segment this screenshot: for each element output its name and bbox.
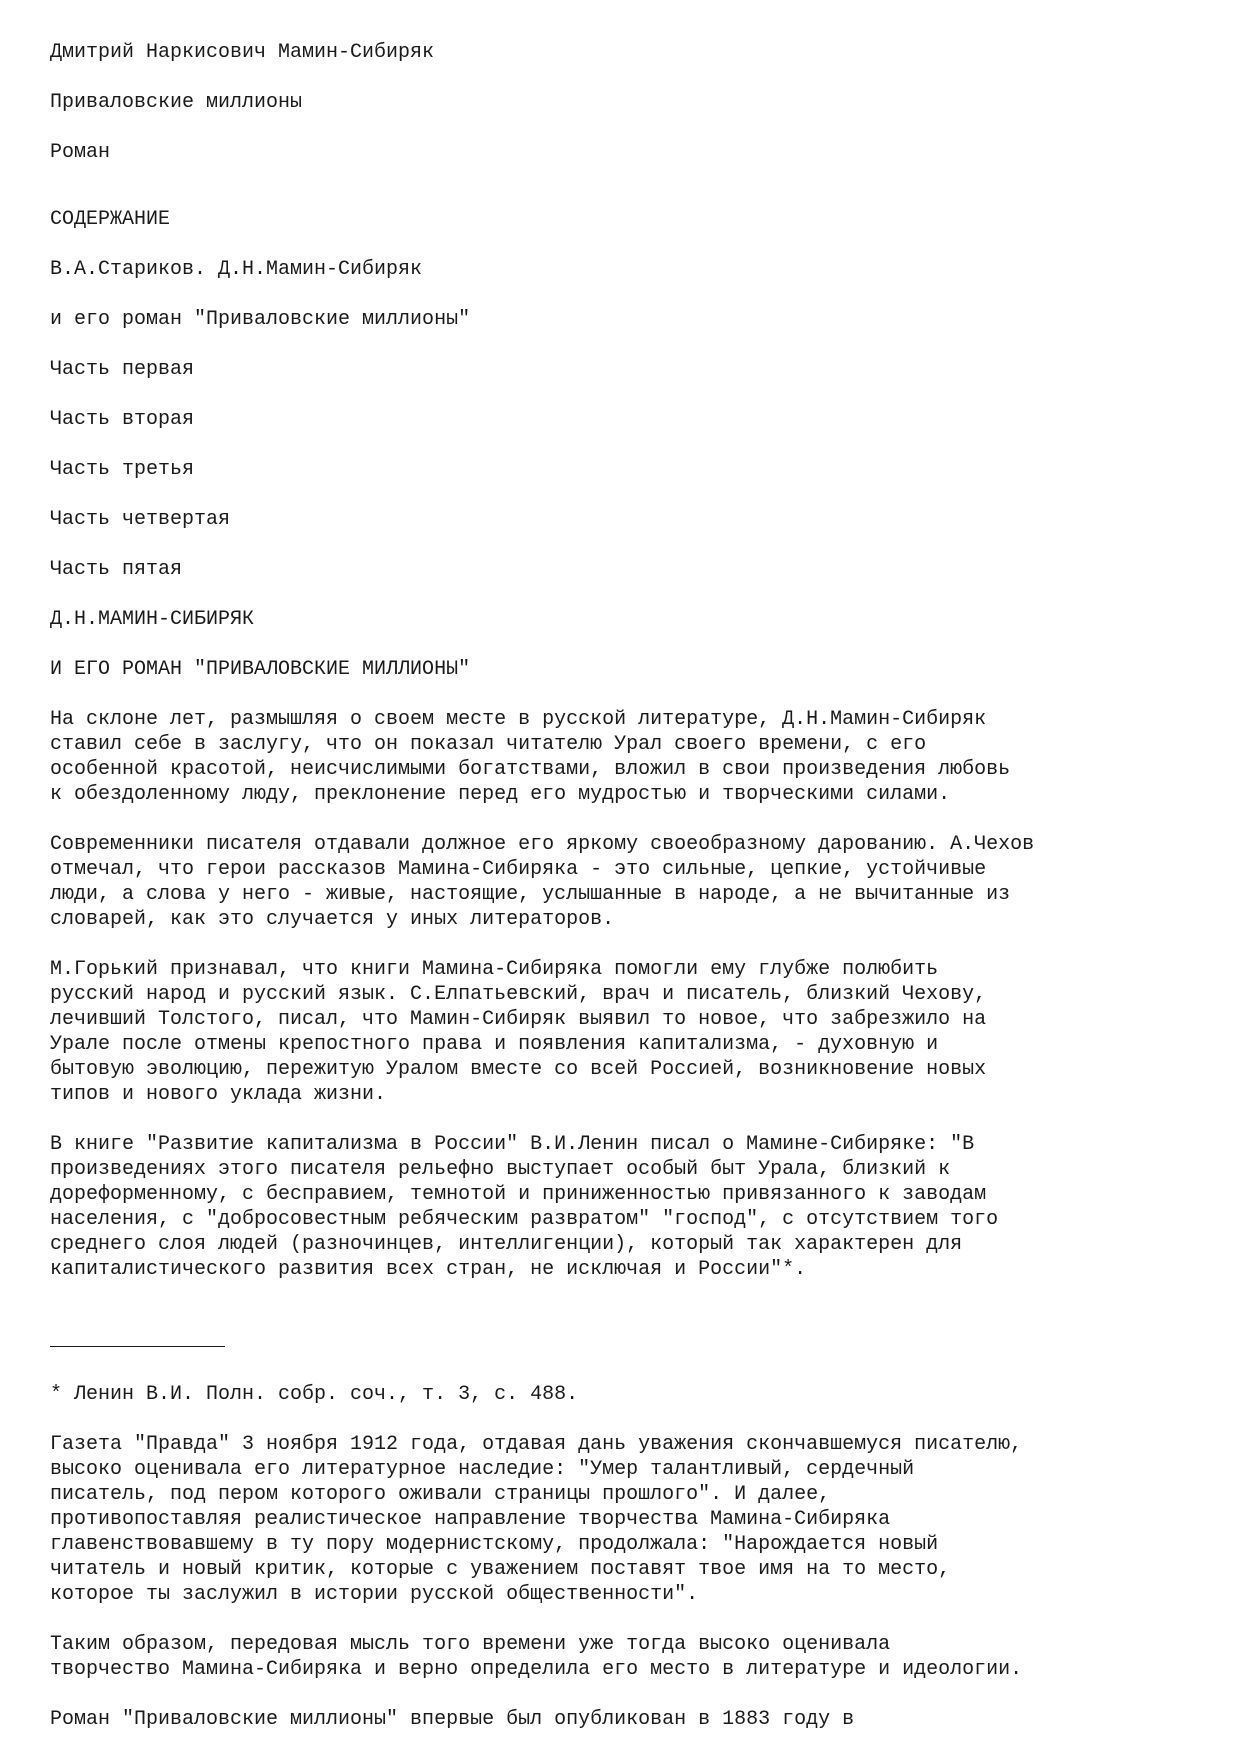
essay-body-continued [50,1432,1200,1732]
book-genre: Роман [50,141,111,164]
paragraph [50,1132,1200,1282]
contents-item: и его роман "Приваловские миллионы" [50,308,471,331]
paragraph-line: произведениях этого писателя рельефно выступает особый быт Урала, близкий к [50,1158,951,1181]
paragraph [50,1632,1200,1682]
paragraph-line: люди, а слова у него - живые, настоящие, услышанные в народе, а не вычитанные из [50,883,1011,906]
paragraph-line: населения, с "добросовестным ребяческим развратом" "господ", с отсутствием того [50,1208,999,1231]
author-name: Дмитрий Наркисович Мамин-Сибиряк [50,41,435,64]
document-page [50,40,1200,1732]
essay-subheading: И ЕГО РОМАН "ПРИВАЛОВСКИЕ МИЛЛИОНЫ" [50,658,471,681]
paragraph-line: капиталистического развития всех стран, не исключая и России"*. [50,1258,807,1281]
paragraph-line: М.Горький признавал, что книги Мамина-Сибиряка помогли ему глубже полюбить [50,958,939,981]
paragraph [50,1707,1200,1732]
paragraph [50,832,1200,932]
paragraph-line: В книге "Развитие капитализма в России" В.И.Ленин писал о Мамине-Сибиряке: "В [50,1133,975,1156]
paragraph-line: противопоставляя реалистическое направление творчества Мамина-Сибиряка [50,1508,891,1531]
paragraph-line: Современники писателя отдавали должное его яркому своеобразному дарованию. А.Чехов [50,833,1035,856]
paragraph-line: творчество Мамина-Сибиряка и верно определила его место в литературе и идеологии. [50,1658,1023,1681]
paragraph-line: бытовую эволюцию, пережитую Уралом вместе со всей Россией, возникновение новых [50,1058,987,1081]
contents-item: Часть третья [50,458,195,481]
paragraph-line: отмечал, что герои рассказов Мамина-Сибиряка - это сильные, цепкие, устойчивые [50,858,987,881]
paragraph-line: которое ты заслужил в истории русской общественности". [50,1583,699,1606]
essay-body [50,707,1200,1282]
essay-heading: Д.Н.МАМИН-СИБИРЯК [50,608,255,631]
contents-item: Часть первая [50,358,195,381]
contents-item: Часть вторая [50,408,195,431]
paragraph-line: Газета "Правда" 3 ноября 1912 года, отдавая дань уважения скончавшемуся писателю, [50,1433,1023,1456]
contents-item: Часть четвертая [50,508,231,531]
paragraph-line: писатель, под пером которого оживали страницы прошлого". И далее, [50,1483,831,1506]
contents-heading: СОДЕРЖАНИЕ [50,208,171,231]
paragraph-line: главенствовавшему в ту пору модернистскому, продолжала: "Нарождается новый [50,1533,939,1556]
paragraph-line: Таким образом, передовая мысль того времени уже тогда высоко оценивала [50,1633,891,1656]
paragraph-line: русский народ и русский язык. С.Елпатьевский, врач и писатель, близкий Чехову, [50,983,987,1006]
paragraph-line: читатель и новый критик, которые с уважением поставят твое имя на то место, [50,1558,951,1581]
paragraph-line: На склоне лет, размышляя о своем месте в русской литературе, Д.Н.Мамин-Сибиряк [50,708,987,731]
book-title: Приваловские миллионы [50,91,303,114]
footnote-divider [50,1332,1200,1357]
paragraph-line: словарей, как это случается у иных литераторов. [50,908,615,931]
footnote: * Ленин В.И. Полн. собр. соч., т. 3, с. 488. [50,1383,579,1406]
paragraph-line: Роман "Приваловские миллионы" впервые был опубликован в 1883 году в [50,1708,855,1731]
contents-item: В.А.Стариков. Д.Н.Мамин-Сибиряк [50,258,423,281]
paragraph [50,707,1200,807]
paragraph-line: ставил себе в заслугу, что он показал читателю Урал своего времени, с его [50,733,927,756]
paragraph-line: к обездоленному люду, преклонение перед его мудростью и творческими силами. [50,783,951,806]
paragraph-line: лечивший Толстого, писал, что Мамин-Сибиряк выявил то новое, что забрезжило на [50,1008,987,1031]
paragraph-line: среднего слоя людей (разночинцев, интеллигенции), который так характерен для [50,1233,963,1256]
paragraph-line: Урале после отмены крепостного права и появления капитализма, - духовную и [50,1033,939,1056]
paragraph [50,957,1200,1107]
paragraph [50,1432,1200,1607]
paragraph-line: типов и нового уклада жизни. [50,1083,387,1106]
paragraph-line: особенной красотой, неисчислимыми богатствами, вложил в свои произведения любовь [50,758,1011,781]
contents-item: Часть пятая [50,558,183,581]
paragraph-line: высоко оценивала его литературное наследие: "Умер талантливый, сердечный [50,1458,915,1481]
paragraph-line: дореформенному, с бесправием, темнотой и приниженностью привязанного к заводам [50,1183,987,1206]
